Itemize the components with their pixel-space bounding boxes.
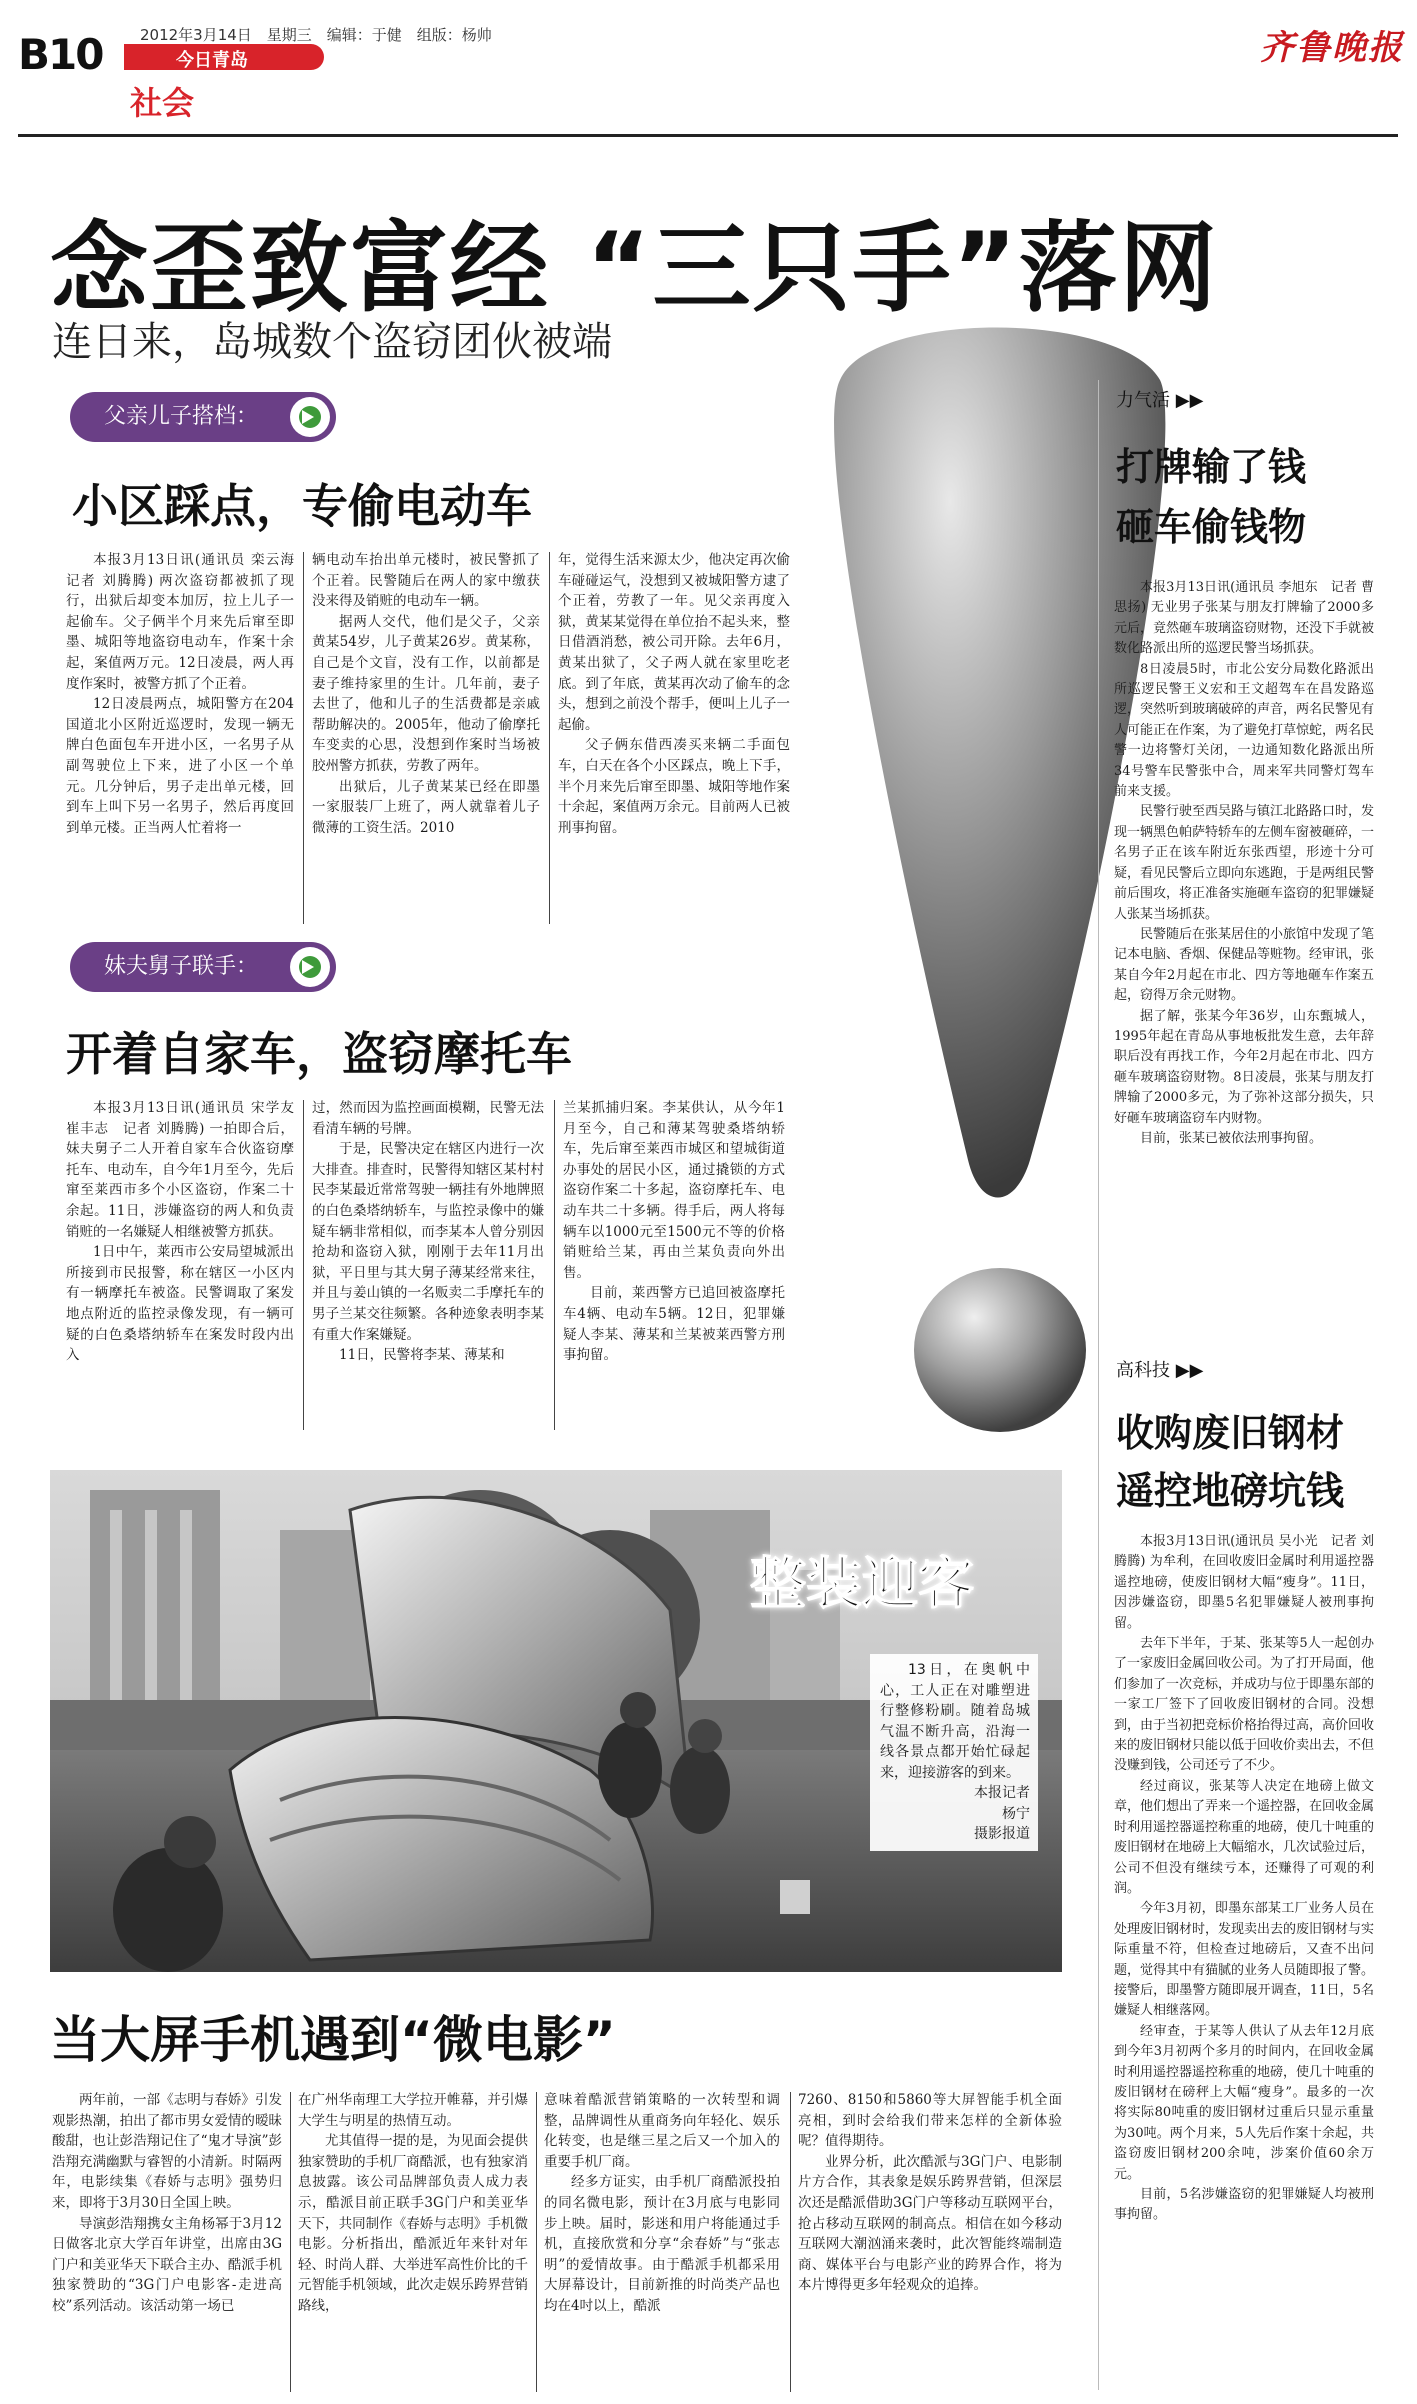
section-tag-label: 今日青岛 — [176, 50, 248, 71]
story2-col2 — [312, 1098, 544, 1366]
paragraph: 意味着酷派营销策略的一次转型和调整，品牌调性从重商务向年轻化、娱乐化转变，也是继三星之后又一个加入的重要手机厂商。 — [544, 2092, 780, 2170]
story1-col3 — [558, 550, 790, 838]
paragraph: 据两人交代，他们是父子，父亲黄某54岁，儿子黄某26岁。黄某称，自己是个文盲，没有工作，以前都是妻子维持家里的生计。几年前，妻子去世了，他和儿子的生活费都是亲戚帮助解决的。2005年，他动了偷摩托车变卖的心思，没想到作案时当场被胶州警方抓获，劳教了两年。 — [312, 613, 540, 774]
paragraph: 去年下半年，于某、张某等5人一起创办了一家废旧金属回收公司。为了打开局面，他们参加了一次竞标，并成功与位于即墨东部的一家工厂签下了回收废旧钢材的合同。没想到，由于当初把竞标价格抬得过高，高价回收来的废旧钢材只能以低于回收价卖出去，不但没赚到钱，公司还亏了不少。 — [1114, 1636, 1375, 1774]
column-divider — [290, 2092, 291, 2392]
paragraph: 经过商议，张某等人决定在地磅上做文章，他们想出了弄来一个遥控器，在回收金属时利用遥控器遥控称重的地磅，使几十吨重的废旧钢材在地磅上大幅缩水，几次试验过后，公司不但没有继续亏本，还赚得了可观的利润。 — [1114, 1778, 1375, 1896]
story5-title: 当大屏手机遇到“微电影” — [50, 2011, 616, 2069]
main-subhead: 连日来，岛城数个盗窃团伙被端 — [52, 319, 612, 365]
story5-col2 — [298, 2090, 528, 2317]
story1-tag-label: 父亲儿子搭档： — [104, 404, 259, 429]
main-headline: 念歪致富经 “三只手”落网 — [50, 212, 1219, 326]
story2-tag-label: 妹夫舅子联手： — [104, 954, 259, 979]
story2-title: 开着自家车，盗窃摩托车 — [66, 1027, 572, 1081]
story1-tag — [70, 392, 336, 442]
paragraph: 导演彭浩翔携女主角杨幂于3月12日做客北京大学百年讲堂，出席由3G门户和美亚华天下联合主办、酷派手机独家赞助的“3G门户电影客-走进高校”系列活动。该活动第一场已 — [52, 2215, 282, 2314]
story4-label-text: 高科技 — [1116, 1360, 1170, 1381]
column-divider — [303, 552, 304, 924]
story4-title-line1: 收购废旧钢材 — [1116, 1411, 1345, 1455]
paragraph: 本报3月13日讯(通讯员 吴小光 记者 刘腾腾) 为牟利，在回收废旧金属时利用遥控器遥控地磅，使废旧钢材大幅“瘦身”。11日，因涉嫌盗窃，即墨5名犯罪嫌疑人被刑事拘留。 — [1114, 1534, 1374, 1631]
column-divider — [549, 552, 550, 924]
story3-title-line1: 打牌输了钱 — [1116, 445, 1307, 489]
paragraph: 目前，5名涉嫌盗窃的犯罪嫌疑人均被刑事拘留。 — [1114, 2187, 1374, 2223]
double-arrow-icon: ▶▶ — [1170, 390, 1204, 411]
double-arrow-icon: ▶▶ — [1170, 1360, 1204, 1381]
paragraph: 于是，民警决定在辖区内进行一次大排查。排查时，民警得知辖区某村村民李某最近常常驾驶一辆挂有外地牌照的白色桑塔纳轿车，与监控录像中的嫌疑车辆非常相似，而李某本人曾分别因抢劫和盗窃入狱，刚刚于去年11月出狱，平日里与其大舅子薄某经常来往，并且与姜山镇的一名贩卖二手摩托车的男子兰某交往频繁。各种迹象表明李某有重大作案嫌疑。 — [312, 1141, 544, 1343]
paragraph: 业界分析，此次酷派与3G门户、电影制片方合作，其表象是娱乐跨界营销，但深层次还是酷派借助3G门户等移动互联网平台，抢占移动互联网的制高点。相信在如今移动互联网大潮汹涌来袭时，此次智能终端制造商、媒体平台与电影产业的跨界合作，将为本片博得更多年轻观众的追捧。 — [798, 2153, 1062, 2294]
story4-title-line2: 遥控地磅坑钱 — [1116, 1469, 1345, 1513]
story1-col1 — [66, 550, 308, 838]
credit-line: 杨宁 — [1002, 1805, 1030, 1822]
arrow-icon — [290, 947, 330, 987]
paragraph: 1日中午，莱西市公安局望城派出所接到市民报警，称在辖区一小区内有一辆摩托车被盗。民警调取了案发地点附近的监控录像发现，有一辆可疑的白色桑塔纳轿车在案发时段内出入 — [66, 1244, 294, 1364]
paragraph: 今年3月初，即墨东部某工厂业务人员在处理废旧钢材时，发现卖出去的废旧钢材与实际重量不符，但检查过地磅后，又查不出问题，觉得其中有猫腻的业务人员随即报了警。接警后，即墨警方随即展开调查，11日，5名嫌疑人相继落网。 — [1114, 1901, 1375, 2019]
story4-label — [1116, 1356, 1203, 1382]
page-number: B10 — [18, 30, 103, 79]
paragraph: 民警随后在张某居住的小旅馆中发现了笔记本电脑、香烟、保健品等赃物。经审讯，张某自今年2月起在市北、四方等地砸车作案五起，窃得万余元财物。 — [1114, 926, 1375, 1004]
paragraph: 经多方证实，由手机厂商酷派投拍的同名微电影，预计在3月底与电影同步上映。届时，影迷和用户将能通过手机，直接欣赏和分享“余春娇”与“张志明”的爱情故事。由于酷派手机都采用大屏幕设计，目前新推的时尚类产品也均在4吋以上，酷派 — [544, 2174, 780, 2314]
credit-line: 本报记者 — [974, 1785, 1030, 1801]
paragraph: 两年前，一部《志明与春娇》引发观影热潮，拍出了都市男女爱情的暧昧酸甜，也让彭浩翔记住了“鬼才导演”彭浩翔充满幽默与睿智的小清新。时隔两年，电影续集《春娇与志明》强势归来，即将于3月30日全国上映。 — [52, 2092, 282, 2211]
column-divider — [790, 2092, 791, 2392]
paragraph: 经审查，于某等人供认了从去年12月底到今年3月初两个多月的时间内，在回收金属时利用遥控器遥控称重的地磅，使几十吨重的废旧钢材在磅秤上大幅“瘦身”。最多的一次将实际80吨重的废旧钢材过重后只显示重量为30吨。两个月来，5人先后作案十余起，共盗窃废旧钢材200余吨，涉案价值60余万元。 — [1114, 2023, 1375, 2182]
paragraph: 本报3月13日讯(通讯员 李旭东 记者 曹思扬) 无业男子张某与朋友打牌输了2000多元后，竟然砸车玻璃盗窃财物，还没下手就被数化路派出所的巡逻民警当场抓获。 — [1114, 580, 1375, 657]
story2-tag — [70, 942, 336, 992]
story5-col1 — [52, 2090, 282, 2317]
paragraph: 在广州华南理工大学拉开帷幕，并引爆大学生与明星的热情互动。 — [298, 2092, 528, 2129]
exclamation-dot — [914, 1268, 1086, 1432]
section-tag — [124, 44, 324, 70]
header-rule — [18, 134, 1398, 137]
story3-body — [1114, 578, 1374, 1149]
page-header — [0, 0, 1417, 150]
paragraph: 本报3月13日讯(通讯员 栾云海 记者 刘腾腾) 两次盗窃都被抓了现行，出狱后却变本加厉，拉上儿子一起偷车。父子俩半个月来先后窜至即墨、城阳等地盗窃电动车，作案十余起，案值两万元。12日凌晨，两人再度作案时，被警方抓了个正着。 — [66, 552, 308, 692]
column-divider — [536, 2092, 537, 2392]
story5-col3 — [544, 2090, 780, 2317]
photo-caption: 13日，在奥帆中心，工人正在对雕塑进行整修粉刷。随着岛城气温不断升高，沿海一线各景点都开始忙碌起来，迎接游客的到来。 — [880, 1662, 1030, 1781]
story3-label-text: 力气活 — [1116, 390, 1170, 411]
story1-title: 小区踩点，专偷电动车 — [72, 479, 532, 533]
right-column-divider — [1098, 380, 1099, 2390]
paragraph: 出狱后，儿子黄某某已经在即墨一家服装厂上班了，两人就靠着儿子微薄的工资生活。2010 — [312, 778, 540, 836]
column-divider — [554, 1100, 555, 1430]
section-title: 社会 — [130, 84, 195, 122]
photo-credit — [880, 1783, 1030, 1845]
paragraph: 11日，民警将李某、薄某和 — [339, 1347, 505, 1364]
paragraph: 目前，莱西警方已追回被盗摩托车4辆、电动车5辆。12日，犯罪嫌疑人李某、薄某和兰某被莱西警方刑事拘留。 — [563, 1285, 785, 1364]
story1-col2 — [312, 550, 540, 838]
paragraph: 据了解，张某今年36岁，山东甄城人，1995年起在青岛从事地板批发生意，去年辞职后没有再找工作，今年2月起在市北、四方砸车玻璃盗窃财物。8日凌晨，张某与朋友打牌输了2000多元，为了弥补这部分损失，只好砸车玻璃盗窃车内财物。 — [1114, 1008, 1374, 1126]
arrow-icon — [290, 397, 330, 437]
story4-body — [1114, 1532, 1374, 2226]
story3-label — [1116, 386, 1203, 412]
paragraph: 辆电动车抬出单元楼时，被民警抓了个正着。民警随后在两人的家中缴获没来得及销赃的电动车一辆。 — [312, 552, 540, 610]
story5-col4 — [798, 2090, 1062, 2296]
story2-col1 — [66, 1098, 308, 1366]
photo-title: 整装迎客 — [750, 1552, 974, 1617]
paragraph: 父子俩东借西凑买来辆二手面包车，白天在各个小区踩点，晚上下手，半个月来先后窜至即墨、城阳等地作案十余起，案值两万余元。目前两人已被刑事拘留。 — [558, 737, 790, 836]
story2-col3 — [563, 1098, 785, 1366]
paragraph: 民警行驶至西吴路与镇江北路路口时，发现一辆黑色帕萨特轿车的左侧车窗被砸碎，一名男子正在该车附近东张西望，形迹十分可疑，看见民警后立即向东逃跑，于是两组民警前后围攻，将正准备实施砸车盗窃的犯罪嫌疑人张某当场抓获。 — [1114, 804, 1375, 922]
paragraph: 本报3月13日讯(通讯员 宋学友 崔丰志 记者 刘腾腾) 一拍即合后，妹夫舅子二人开着自家车合伙盗窃摩托车、电动车，自今年1月至今，先后窜至莱西市多个小区盗窃，作案二十余起。11日，涉嫌盗窃的两人和负责销赃的一名嫌疑人相继被警方抓获。 — [66, 1100, 308, 1240]
paragraph: 7260、8150和5860等大屏智能手机全面亮相，到时会给我们带来怎样的全新体验呢？值得期待。 — [798, 2092, 1062, 2150]
paragraph: 兰某抓捕归案。李某供认，从今年1月至今，自己和薄某驾驶桑塔纳轿车，先后窜至莱西市城区和望城街道办事处的居民小区，通过撬锁的方式盗窃作案二十多起，盗窃摩托车、电动车共二十多辆。得手后，两人将每辆车以1000元至1500元不等的价格销赃给兰某，再由兰某负责向外出售。 — [563, 1100, 785, 1281]
date-line: 2012年3月14日 星期三 编辑：于健 组版：杨帅 — [140, 26, 492, 44]
masthead-logo: 齐鲁晚报 — [1260, 28, 1404, 68]
paragraph: 8日凌晨5时，市北公安分局数化路派出所巡逻民警王义宏和王文超驾车在昌发路巡逻，突然听到玻璃破碎的声音，两名民警见有人可能正在作案，为了避免打草惊蛇，两名民警一边将警灯关闭，一边通知数化路派出所34号警车民警张中合，周来军共同警灯驾车前来支援。 — [1114, 661, 1375, 800]
story3-title-line2: 砸车偷钱物 — [1116, 505, 1307, 549]
paragraph: 目前，张某已被依法刑事拘留。 — [1140, 1130, 1323, 1146]
paragraph: 年，觉得生活来源太少，他决定再次偷车碰碰运气，没想到又被城阳警方逮了个正着，劳教了一年。见父亲再度入狱，黄某某觉得在单位抬不起头来，整日借酒消愁，被公司开除。去年6月，黄某出狱了，父子两人就在家里吃老底。到了年底，黄某再次动了偷车的念头，想到之前没个帮手，便叫上儿子一起偷。 — [558, 552, 790, 733]
photo-caption-box — [870, 1654, 1038, 1851]
paragraph: 尤其值得一提的是，为见面会提供独家赞助的手机厂商酷派，也有独家消息披露。该公司品牌部负责人成力表示，酷派目前正联手3G门户和美亚华天下，共同制作《春娇与志明》手机微电影。分析指出，酷派近年来针对年轻、时尚人群、大举进军高性价比的千元智能手机领域，此次走娱乐跨界营销路线， — [298, 2133, 528, 2314]
column-divider — [303, 1100, 304, 1430]
credit-line: 摄影报道 — [974, 1826, 1030, 1842]
paragraph: 过，然而因为监控画面模糊，民警无法看清车辆的号牌。 — [312, 1100, 544, 1137]
paragraph: 12日凌晨两点，城阳警方在204国道北小区附近巡逻时，发现一辆无牌白色面包车开进小区，一名男子从副驾驶位上下来，进了小区一个单元。几分钟后，男子走出单元楼，回到车上叫下另一名男子，然后再度回到单元楼。正当两人忙着将一 — [66, 696, 294, 836]
